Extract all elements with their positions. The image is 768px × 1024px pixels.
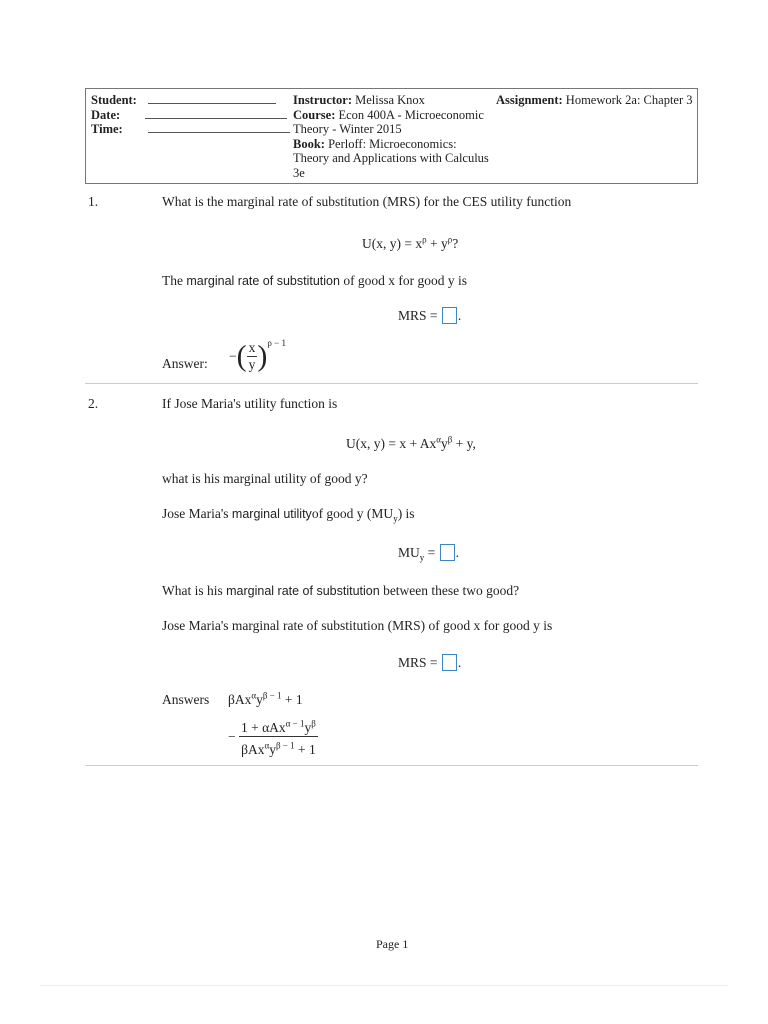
question-2-number: 2. <box>88 396 99 411</box>
q2-ans2-fraction <box>239 716 318 758</box>
q1-sentence-post: of good x for good y is <box>339 273 468 288</box>
q2-answer-1 <box>228 692 303 708</box>
q2-mrs-q-post: between these two good? <box>379 583 520 598</box>
q1-eq-rho1: ρ <box>422 234 427 245</box>
q2-eq-alpha: α <box>436 434 441 445</box>
q1-answer-fraction <box>247 340 258 373</box>
assignment-value: Homework 2a: Chapter 3 <box>565 93 693 107</box>
q1-sentence-pre: The <box>162 273 187 288</box>
q2-ans1-end: + 1 <box>281 692 303 707</box>
q2-mrs-sentence: Jose Maria's marginal rate of substitution (MRS) of good x for good y is <box>162 618 553 633</box>
assignment-header <box>85 88 698 184</box>
course-info-column <box>293 93 489 180</box>
q2-mrs-input-box[interactable] <box>442 654 457 671</box>
book-line3: 3e <box>293 165 305 180</box>
q1-eq-rho2: ρ <box>447 234 453 245</box>
q1-mrs-label: MRS = <box>398 308 438 323</box>
q2-utility-equation <box>346 436 476 452</box>
q2-ans2-num-a: 1 + αAx <box>241 720 286 735</box>
time-label: Time: <box>91 122 123 136</box>
student-label: Student: <box>91 93 137 107</box>
question-2-prompt: If Jose Maria's utility function is <box>162 396 338 411</box>
course-label: Course: <box>293 107 336 122</box>
q1-mrs-end: . <box>457 308 462 323</box>
q2-mu-label-sub: y <box>419 552 425 563</box>
date-label: Date: <box>91 107 121 122</box>
q2-ans2-denominator <box>239 737 318 758</box>
date-blank <box>145 108 287 119</box>
q2-ans1-y: y <box>256 692 263 707</box>
q1-utility-equation <box>362 236 458 252</box>
q1-eq-end: ? <box>452 236 459 251</box>
q2-answers-label: Answers <box>162 692 210 707</box>
course-line1: Econ 400A - Microeconomic <box>338 107 484 122</box>
q2-ans2-minus: − <box>228 729 236 744</box>
question-divider-1 <box>85 383 698 384</box>
instructor-label: Instructor: <box>293 93 353 107</box>
q1-eq-mid: + y <box>426 236 448 251</box>
q2-mu-term: marginal utility <box>231 507 312 521</box>
q2-ans1-a: βAx <box>228 692 252 707</box>
q2-mrs-question <box>162 583 519 599</box>
q2-ans2-den-y: y <box>269 742 276 757</box>
q2-eq-end: + y, <box>452 436 476 451</box>
q2-eq-beta: β <box>447 434 453 445</box>
q2-eq-a: U(x, y) = x + Ax <box>346 436 437 451</box>
q1-right-paren: ) <box>257 339 268 373</box>
q2-mu-pre: Jose Maria's <box>162 506 232 521</box>
q2-mrs-label: MRS = <box>398 655 438 670</box>
q1-answer-minus: − <box>229 348 237 364</box>
student-info-column <box>91 93 290 137</box>
page-bottom-edge <box>40 985 728 986</box>
q2-answer-2 <box>228 716 318 758</box>
q2-mrs-answer-line <box>398 654 461 671</box>
q1-answer-exponent: ρ − 1 <box>267 338 286 348</box>
question-1-prompt: What is the marginal rate of substitution (MRS) for the CES utility function <box>162 194 572 209</box>
q2-mu-eq: = <box>424 545 436 560</box>
q2-ans2-den-exp: β − 1 <box>275 740 295 751</box>
book-line2: Theory and Applications with Calculus <box>293 151 489 165</box>
q1-answer-denominator: y <box>248 357 256 372</box>
instructor-name: Melissa Knox <box>355 93 425 107</box>
q2-mu-label: MU <box>398 545 420 560</box>
q2-mrs-q-pre: What is his <box>162 583 227 598</box>
q1-answer-input-box[interactable] <box>442 307 457 324</box>
q2-mu-mid: of good y (MU <box>311 506 394 521</box>
assignment-column <box>496 93 693 108</box>
q1-eq-left: U(x, y) = x <box>362 236 423 251</box>
q2-ans2-den-a: βAx <box>241 742 265 757</box>
time-blank <box>148 122 290 133</box>
q2-ans1-alpha: α <box>251 690 257 701</box>
q1-answer-numerator: x <box>248 340 256 355</box>
q2-ans1-exp: β − 1 <box>262 690 282 701</box>
question-1-number: 1. <box>88 194 99 209</box>
q1-mrs-sentence <box>162 273 467 289</box>
q2-ans2-numerator <box>239 716 318 737</box>
book-label: Book: <box>293 136 325 151</box>
q1-mrs-answer-line <box>398 307 461 324</box>
page-number: Page 1 <box>376 937 409 951</box>
q2-mu-sentence <box>162 506 415 522</box>
book-line1: Perloff: Microeconomics: <box>328 136 457 151</box>
q1-sentence-term: marginal rate of substitution <box>186 274 340 288</box>
q2-mu-end: . <box>455 545 460 560</box>
question-divider-2 <box>85 765 698 766</box>
q2-mu-input-box[interactable] <box>440 544 455 561</box>
q2-ans2-den-alpha: α <box>264 740 270 751</box>
q2-mu-post: ) is <box>397 506 415 521</box>
assignment-label: Assignment: <box>496 93 563 107</box>
q1-left-paren: ( <box>236 339 247 373</box>
q2-ans2-den-end: + 1 <box>294 742 316 757</box>
q2-ans2-num-y: y <box>304 720 312 735</box>
q2-eq-y: y <box>440 436 448 451</box>
q2-mu-question: what is his marginal utility of good y? <box>162 471 368 486</box>
q2-mu-sub: y <box>393 513 398 524</box>
student-blank <box>148 93 276 104</box>
q1-answer-expression <box>229 340 286 384</box>
q2-mu-answer-line <box>398 544 459 561</box>
q2-ans2-num-exp: α − 1 <box>285 718 305 729</box>
q1-answer-label: Answer: <box>162 356 208 371</box>
q2-mrs-q-term: marginal rate of substitution <box>226 584 380 598</box>
q2-ans2-num-beta: β <box>311 718 316 729</box>
q2-mrs-end: . <box>457 655 462 670</box>
course-line2: Theory - Winter 2015 <box>293 122 402 136</box>
